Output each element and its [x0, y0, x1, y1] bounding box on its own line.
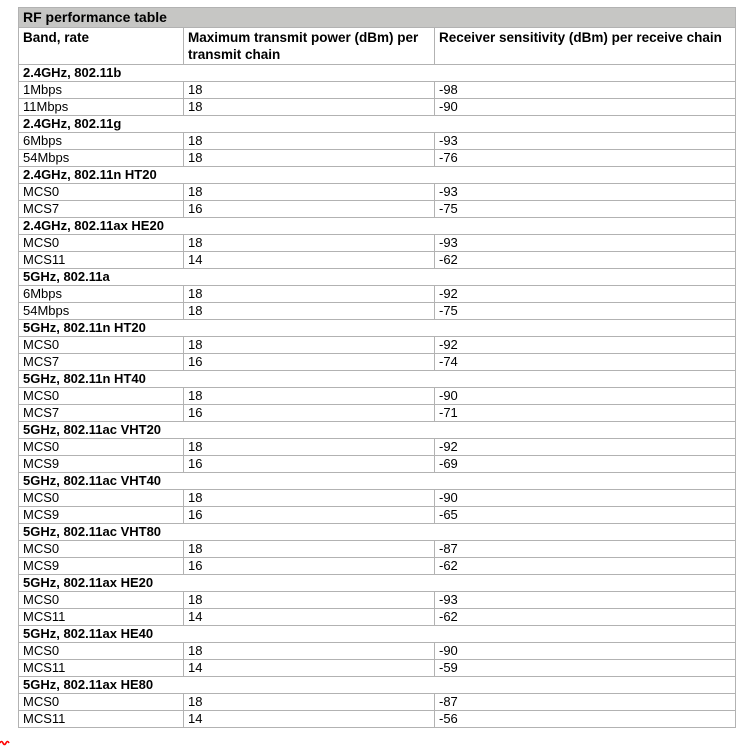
- rx-sensitivity-cell: -90: [435, 99, 736, 116]
- rate-cell: MCS0: [19, 592, 184, 609]
- tx-power-cell: 16: [184, 354, 435, 371]
- rx-sensitivity-cell: -62: [435, 609, 736, 626]
- rate-cell: MCS11: [19, 660, 184, 677]
- rx-sensitivity-cell: -90: [435, 643, 736, 660]
- rx-sensitivity-cell: -93: [435, 184, 736, 201]
- rate-row: [19, 439, 736, 456]
- tx-power-cell: 18: [184, 337, 435, 354]
- rate-row: [19, 592, 736, 609]
- rx-sensitivity-cell: -56: [435, 711, 736, 728]
- tx-power-cell: 14: [184, 711, 435, 728]
- rx-sensitivity-cell: -92: [435, 337, 736, 354]
- rate-cell: MCS7: [19, 405, 184, 422]
- rate-row: [19, 82, 736, 99]
- rx-sensitivity-cell: -98: [435, 82, 736, 99]
- tx-power-cell: 18: [184, 133, 435, 150]
- rx-sensitivity-cell: -92: [435, 439, 736, 456]
- rate-cell: MCS7: [19, 354, 184, 371]
- rate-row: [19, 507, 736, 524]
- tx-power-cell: 16: [184, 405, 435, 422]
- column-header-max-transmit-power: Maximum transmit power (dBm) per transmit chain: [184, 28, 435, 65]
- table-header-row: [19, 28, 736, 65]
- column-header-receiver-sensitivity: Receiver sensitivity (dBm) per receive chain: [435, 28, 736, 65]
- band-section-label: 5GHz, 802.11ac VHT80: [19, 524, 736, 541]
- rate-row: [19, 490, 736, 507]
- band-section-row: [19, 422, 736, 439]
- rate-cell: MCS9: [19, 558, 184, 575]
- rx-sensitivity-cell: -69: [435, 456, 736, 473]
- rx-sensitivity-cell: -74: [435, 354, 736, 371]
- rate-row: [19, 609, 736, 626]
- rate-row: [19, 184, 736, 201]
- tx-power-cell: 18: [184, 150, 435, 167]
- tx-power-cell: 18: [184, 694, 435, 711]
- rf-table-body: [19, 65, 736, 728]
- rx-sensitivity-cell: -90: [435, 490, 736, 507]
- band-section-row: [19, 473, 736, 490]
- band-section-row: [19, 218, 736, 235]
- red-squiggle-artifact: [0, 739, 10, 747]
- rx-sensitivity-cell: -92: [435, 286, 736, 303]
- table-title: RF performance table: [19, 8, 736, 28]
- band-section-label: 5GHz, 802.11a: [19, 269, 736, 286]
- rate-row: [19, 711, 736, 728]
- rate-cell: MCS11: [19, 609, 184, 626]
- tx-power-cell: 18: [184, 643, 435, 660]
- tx-power-cell: 16: [184, 507, 435, 524]
- rate-cell: 6Mbps: [19, 133, 184, 150]
- band-section-label: 5GHz, 802.11ac VHT20: [19, 422, 736, 439]
- tx-power-cell: 18: [184, 490, 435, 507]
- rate-row: [19, 694, 736, 711]
- rate-cell: MCS0: [19, 694, 184, 711]
- rate-row: [19, 286, 736, 303]
- rate-row: [19, 150, 736, 167]
- band-section-row: [19, 575, 736, 592]
- rate-row: [19, 99, 736, 116]
- band-section-row: [19, 65, 736, 82]
- rf-performance-table: [18, 7, 736, 728]
- tx-power-cell: 18: [184, 99, 435, 116]
- rate-row: [19, 643, 736, 660]
- rate-row: [19, 660, 736, 677]
- rx-sensitivity-cell: -93: [435, 133, 736, 150]
- rate-row: [19, 558, 736, 575]
- rx-sensitivity-cell: -76: [435, 150, 736, 167]
- tx-power-cell: 18: [184, 82, 435, 99]
- rx-sensitivity-cell: -62: [435, 252, 736, 269]
- tx-power-cell: 14: [184, 660, 435, 677]
- rx-sensitivity-cell: -59: [435, 660, 736, 677]
- rate-row: [19, 388, 736, 405]
- band-section-row: [19, 269, 736, 286]
- rate-row: [19, 405, 736, 422]
- band-section-row: [19, 524, 736, 541]
- rate-row: [19, 235, 736, 252]
- tx-power-cell: 18: [184, 439, 435, 456]
- rate-cell: MCS0: [19, 439, 184, 456]
- rate-cell: MCS0: [19, 235, 184, 252]
- rate-cell: MCS0: [19, 184, 184, 201]
- column-header-band-rate: Band, rate: [19, 28, 184, 65]
- rx-sensitivity-cell: -93: [435, 235, 736, 252]
- band-section-row: [19, 371, 736, 388]
- rate-cell: 1Mbps: [19, 82, 184, 99]
- tx-power-cell: 16: [184, 201, 435, 218]
- tx-power-cell: 18: [184, 388, 435, 405]
- rate-row: [19, 337, 736, 354]
- band-section-label: 5GHz, 802.11n HT20: [19, 320, 736, 337]
- rate-row: [19, 252, 736, 269]
- rate-cell: MCS0: [19, 643, 184, 660]
- tx-power-cell: 18: [184, 592, 435, 609]
- band-section-label: 2.4GHz, 802.11n HT20: [19, 167, 736, 184]
- band-section-label: 5GHz, 802.11ax HE40: [19, 626, 736, 643]
- rx-sensitivity-cell: -90: [435, 388, 736, 405]
- band-section-label: 2.4GHz, 802.11b: [19, 65, 736, 82]
- rate-row: [19, 201, 736, 218]
- rate-cell: MCS0: [19, 490, 184, 507]
- tx-power-cell: 18: [184, 184, 435, 201]
- tx-power-cell: 14: [184, 252, 435, 269]
- band-section-label: 2.4GHz, 802.11g: [19, 116, 736, 133]
- tx-power-cell: 18: [184, 286, 435, 303]
- band-section-label: 5GHz, 802.11ax HE80: [19, 677, 736, 694]
- rate-cell: MCS9: [19, 456, 184, 473]
- tx-power-cell: 18: [184, 303, 435, 320]
- rate-cell: 11Mbps: [19, 99, 184, 116]
- band-section-label: 5GHz, 802.11n HT40: [19, 371, 736, 388]
- rate-cell: MCS7: [19, 201, 184, 218]
- tx-power-cell: 16: [184, 456, 435, 473]
- rate-row: [19, 541, 736, 558]
- rx-sensitivity-cell: -75: [435, 303, 736, 320]
- rx-sensitivity-cell: -62: [435, 558, 736, 575]
- rate-row: [19, 133, 736, 150]
- band-section-label: 5GHz, 802.11ac VHT40: [19, 473, 736, 490]
- band-section-label: 2.4GHz, 802.11ax HE20: [19, 218, 736, 235]
- rx-sensitivity-cell: -75: [435, 201, 736, 218]
- rate-cell: MCS0: [19, 541, 184, 558]
- rx-sensitivity-cell: -87: [435, 541, 736, 558]
- rate-cell: MCS9: [19, 507, 184, 524]
- tx-power-cell: 18: [184, 541, 435, 558]
- rate-cell: 6Mbps: [19, 286, 184, 303]
- band-section-row: [19, 116, 736, 133]
- tx-power-cell: 18: [184, 235, 435, 252]
- band-section-row: [19, 626, 736, 643]
- band-section-row: [19, 677, 736, 694]
- rate-row: [19, 354, 736, 371]
- rate-cell: MCS0: [19, 388, 184, 405]
- rx-sensitivity-cell: -87: [435, 694, 736, 711]
- band-section-label: 5GHz, 802.11ax HE20: [19, 575, 736, 592]
- rx-sensitivity-cell: -65: [435, 507, 736, 524]
- rx-sensitivity-cell: -71: [435, 405, 736, 422]
- rate-cell: 54Mbps: [19, 150, 184, 167]
- rate-cell: MCS11: [19, 252, 184, 269]
- rate-row: [19, 456, 736, 473]
- rate-cell: 54Mbps: [19, 303, 184, 320]
- tx-power-cell: 16: [184, 558, 435, 575]
- rate-cell: MCS11: [19, 711, 184, 728]
- tx-power-cell: 14: [184, 609, 435, 626]
- rate-cell: MCS0: [19, 337, 184, 354]
- table-title-row: [19, 8, 736, 28]
- band-section-row: [19, 320, 736, 337]
- band-section-row: [19, 167, 736, 184]
- rate-row: [19, 303, 736, 320]
- rx-sensitivity-cell: -93: [435, 592, 736, 609]
